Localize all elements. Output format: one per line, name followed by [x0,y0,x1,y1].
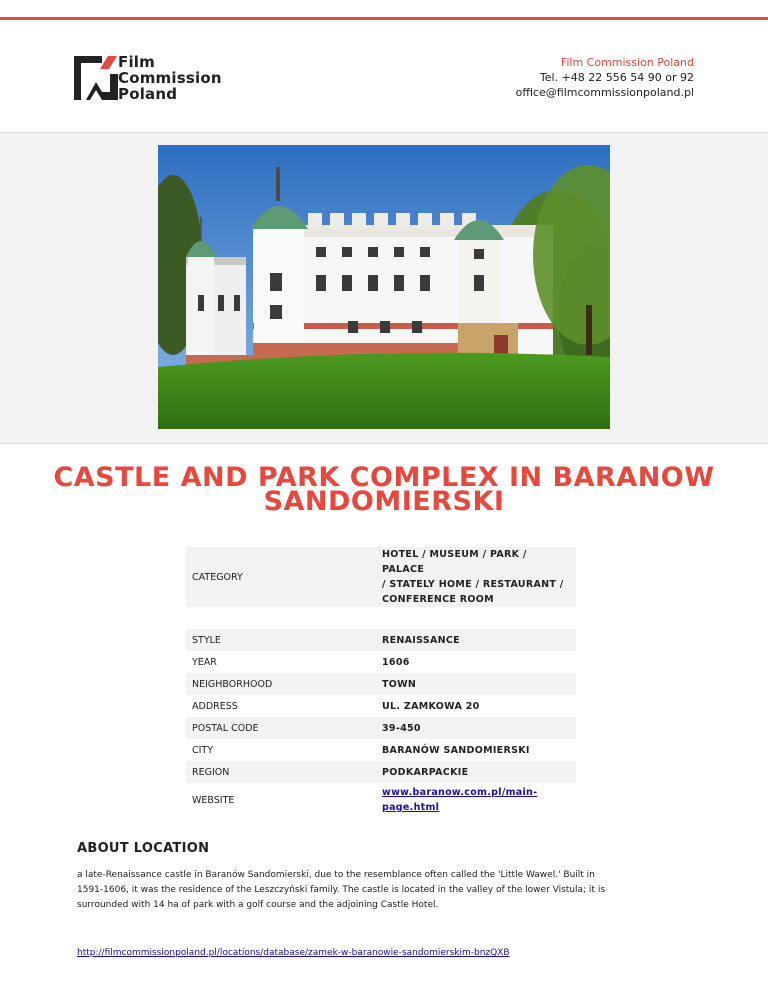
website-link-line[interactable]: www.baranow.com.pl/main- [382,787,538,798]
table-row-neighborhood [186,673,576,695]
region-label: REGION [186,761,376,783]
table-row-region [186,761,576,783]
table-row-style [186,629,576,651]
film-commission-poland-logo[interactable] [72,54,252,106]
about-heading: ABOUT LOCATION [77,841,210,856]
about-line: a late-Renaissance castle in Baranów Sandomierski, due to the resemblance often called the 'Little Wawel.' Built in [77,870,595,880]
footer-url-link[interactable]: http://filmcommissionpoland.pl/locations/database/zamek-w-baranowie-sandomierskim-bnzQXB [77,948,510,958]
city-value: BARANÓW SANDOMIERSKI [382,744,530,756]
address-value: UL. ZAMKOWA 20 [382,700,480,712]
contact-email[interactable]: office@filmcommissionpoland.pl [515,86,694,99]
website-link-line[interactable]: page.html [382,802,440,813]
category-value [376,547,576,607]
neighborhood-label: NEIGHBORHOOD [186,673,376,695]
address-label: ADDRESS [192,700,238,712]
website-label: WEBSITE [192,794,235,806]
title-line-1: CASTLE AND PARK COMPLEX IN BARANOW [53,462,715,493]
year-label: YEAR [192,656,217,668]
style-label: STYLE [186,629,376,651]
contact-org: Film Commission Poland [560,56,694,69]
category-label: CATEGORY [186,547,376,607]
photo-band [0,132,768,444]
style-value: RENAISSANCE [376,629,576,651]
logo-wordmark [118,54,222,102]
table-row-city [186,739,576,761]
table-row-year [186,651,576,673]
table-row-website [186,783,576,817]
logo-word-commission: Commission [118,69,222,87]
region-value: PODKARPACKIE [376,761,576,783]
logo-mark-icon [72,54,118,106]
neighborhood-value: TOWN [376,673,576,695]
page-title [0,462,768,517]
year-value: 1606 [382,656,410,668]
about-line: surrounded with 14 ha of park with a golf course and the adjoining Castle Hotel. [77,900,439,910]
contact-tel: Tel. +48 22 556 54 90 or 92 [539,71,694,84]
table-row-category [186,547,576,607]
website-value [376,783,576,817]
location-details-table [186,547,576,817]
title-line-2: SANDOMIERSKI [263,486,505,517]
contact-block [516,55,694,100]
table-row-spacer [186,607,576,629]
castle-photo [158,145,610,429]
website-link[interactable] [382,787,537,813]
table-row-postal-code [186,717,576,739]
category-value-line: / STATELY HOME / RESTAURANT / [382,579,564,590]
table-row-address [186,695,576,717]
postal-code-label: POSTAL CODE [186,717,376,739]
about-line: 1591-1606, it was the residence of the Leszczyński family. The castle is located in the valley of the lower Vistula; it is [77,885,606,895]
category-value-line: CONFERENCE ROOM [382,594,494,605]
postal-code-value: 39-450 [376,717,576,739]
logo-word-film: Film [118,53,155,71]
top-accent-rule [0,17,768,20]
category-value-line: HOTEL / MUSEUM / PARK / PALACE [382,549,527,575]
about-text [77,868,677,913]
logo-word-poland: Poland [118,85,178,103]
city-label: CITY [192,744,214,756]
